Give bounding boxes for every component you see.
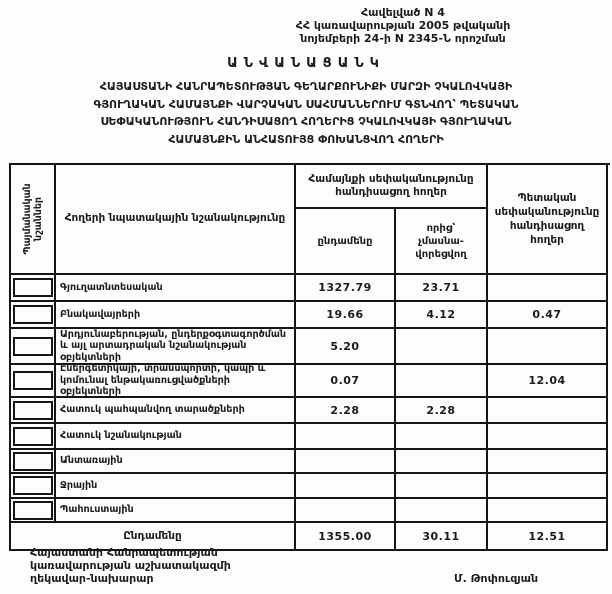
- community-non-privatizable-cell: [396, 365, 488, 398]
- table-row-protected-areas: [11, 398, 610, 424]
- community-non-privatizable-cell: [396, 329, 488, 365]
- community-total-cell: [296, 424, 396, 450]
- community-non-privatizable-cell: [396, 474, 488, 499]
- community-non-privatizable-cell: 2.28: [396, 398, 488, 424]
- table-row-special-purpose: [11, 424, 610, 450]
- state-cell: [488, 275, 608, 302]
- designation-cell: Հատուկ պահպանվող տարածքների: [56, 398, 296, 424]
- state-cell: [488, 398, 608, 424]
- community-total-cell: 5.20: [296, 329, 396, 365]
- header-designation: Հողերի նպատակային նշանակությունը: [56, 165, 296, 275]
- state-cell: [488, 474, 608, 499]
- header-community-total: ընդամենը: [296, 209, 396, 275]
- state-cell: 0.47: [488, 302, 608, 329]
- community-non-privatizable-cell: 23.71: [396, 275, 488, 302]
- signatory-title-line-2: կառավարության աշխատակազմի: [30, 559, 231, 572]
- header-community-group: Համայնքի սեփականությունը հանդիսացող հողեր: [296, 165, 488, 209]
- state-cell: [488, 424, 608, 450]
- table-row-water: [11, 474, 610, 499]
- symbol-cell: [11, 365, 56, 398]
- table-row-residential: [11, 302, 610, 329]
- total-state-cell: 12.51: [488, 523, 608, 551]
- designation-cell: Պահուստային: [56, 499, 296, 523]
- community-total-cell: [296, 499, 396, 523]
- state-cell: 12.04: [488, 365, 608, 398]
- table-row-energy-transport: [11, 365, 610, 398]
- symbol-box: [13, 401, 53, 420]
- symbol-cell: [11, 424, 56, 450]
- total-community-total-cell: 1355.00: [296, 523, 396, 551]
- total-label-cell: Ընդամենը: [11, 523, 296, 551]
- symbol-box: [13, 452, 53, 471]
- designation-cell: Բնակավայրերի: [56, 302, 296, 329]
- signatory-title-line-1: Հայաստանի Հանրապետության: [30, 546, 218, 559]
- table-row-industrial: [11, 329, 610, 365]
- header-symbols: [11, 165, 56, 275]
- symbol-box: [13, 427, 53, 446]
- symbol-cell: [11, 499, 56, 523]
- designation-cell: Էներգետիկայի, տրանսպորտի, կապի և կոմունալ ենթակառուցվածքների օբյեկտների: [56, 365, 296, 398]
- header-state: Պետական սեփականությունը հանդիսացող հողեր: [488, 165, 608, 275]
- designation-cell: Անտառային: [56, 450, 296, 474]
- subtitle-line-4: ՀԱՄԱՅՆՔԻՆ ԱՆՀԱՏՈՒՅՑ ՓՈԽԱՆՑՎՈՂ ՀՈՂԵՐԻ: [168, 132, 444, 146]
- symbol-box: [13, 476, 53, 495]
- designation-cell: Հատուկ նշանակության: [56, 424, 296, 450]
- designation-cell: Ջրային: [56, 474, 296, 499]
- appendix-number: Հավելված N 4: [361, 6, 445, 19]
- symbol-box: [13, 371, 53, 390]
- appendix-decree-line: նոյեմբերի 24-ի N 2345-Ն որոշման: [300, 32, 506, 45]
- symbol-cell: [11, 398, 56, 424]
- community-total-cell: 1327.79: [296, 275, 396, 302]
- community-non-privatizable-cell: [396, 450, 488, 474]
- document-subtitle: [6, 78, 606, 148]
- subtitle-line-3: ՍԵՓԱԿԱՆՈՒԹՅՈՒՆ ՀԱՆԴԻՍԱՑՈՂ ՀՈՂԵՐԻՑ ՉԿԱԼՈՎԿԱՅԻ ԳՅՈՒՂԱԿԱՆ: [100, 115, 512, 128]
- signatory-title-line-3: ղեկավար-նախարար: [30, 572, 154, 585]
- page-title: ԱՆՎԱՆԱՑԱՆԿ: [227, 56, 385, 71]
- symbol-cell: [11, 329, 56, 365]
- header-community-subheaders: [296, 209, 488, 275]
- subtitle-line-2: ԳՅՈՒՂԱԿԱՆ ՀԱՄԱՅՆՔԻ ՎԱՐՉԱԿԱՆ ՍԱՀՄԱՆՆԵՐՈՒՄ ԳՏՆՎՈՂ՝ ՊԵՏԱԿԱՆ: [93, 97, 519, 111]
- community-total-cell: [296, 450, 396, 474]
- subtitle-line-1: ՀԱՅԱՍՏԱՆԻ ՀԱՆՐԱՊԵՏՈՒԹՅԱՆ ԳԵՂԱՐՔՈՒՆԻՔԻ ՄԱՐԶԻ ՉԿԱԼՈՎԿԱՅԻ: [99, 80, 513, 93]
- community-total-cell: [296, 474, 396, 499]
- header-community-block: [296, 165, 488, 275]
- table-header-row: [11, 165, 610, 275]
- symbol-box: [13, 305, 53, 324]
- community-non-privatizable-cell: [396, 424, 488, 450]
- symbol-cell: [11, 302, 56, 329]
- symbol-cell: [11, 275, 56, 302]
- community-non-privatizable-cell: 4.12: [396, 302, 488, 329]
- state-cell: [488, 329, 608, 365]
- community-non-privatizable-cell: [396, 499, 488, 523]
- community-total-cell: 0.07: [296, 365, 396, 398]
- appendix-reference: [238, 6, 568, 45]
- appendix-government-line: ՀՀ կառավարության 2005 թվականի: [295, 19, 511, 32]
- designation-cell: Գյուղատնտեսական: [56, 275, 296, 302]
- signatory-title-block: [30, 546, 231, 585]
- state-cell: [488, 450, 608, 474]
- symbol-box: [13, 278, 53, 297]
- symbol-cell: [11, 474, 56, 499]
- table-row-reserve: [11, 499, 610, 523]
- lands-table: [9, 163, 610, 551]
- community-total-cell: 2.28: [296, 398, 396, 424]
- header-community-non-privatizable: որից՝ չմասնա-վորեցվող: [396, 209, 488, 275]
- symbol-box: [13, 501, 53, 520]
- community-total-cell: 19.66: [296, 302, 396, 329]
- signatory-name: Մ. Թոփուզյան: [454, 572, 539, 585]
- symbol-cell: [11, 450, 56, 474]
- total-community-non-privatizable-cell: 30.11: [396, 523, 488, 551]
- designation-cell: Արդյունաբերության, ընդերքօգտագործման և այլ արտադրական նշանակության օբյեկտների: [56, 329, 296, 365]
- state-cell: [488, 499, 608, 523]
- table-row-agricultural: [11, 275, 610, 302]
- symbol-box: [13, 337, 53, 356]
- header-symbols-label: Պայմանական նշաններ: [21, 183, 44, 255]
- table-row-forest: [11, 450, 610, 474]
